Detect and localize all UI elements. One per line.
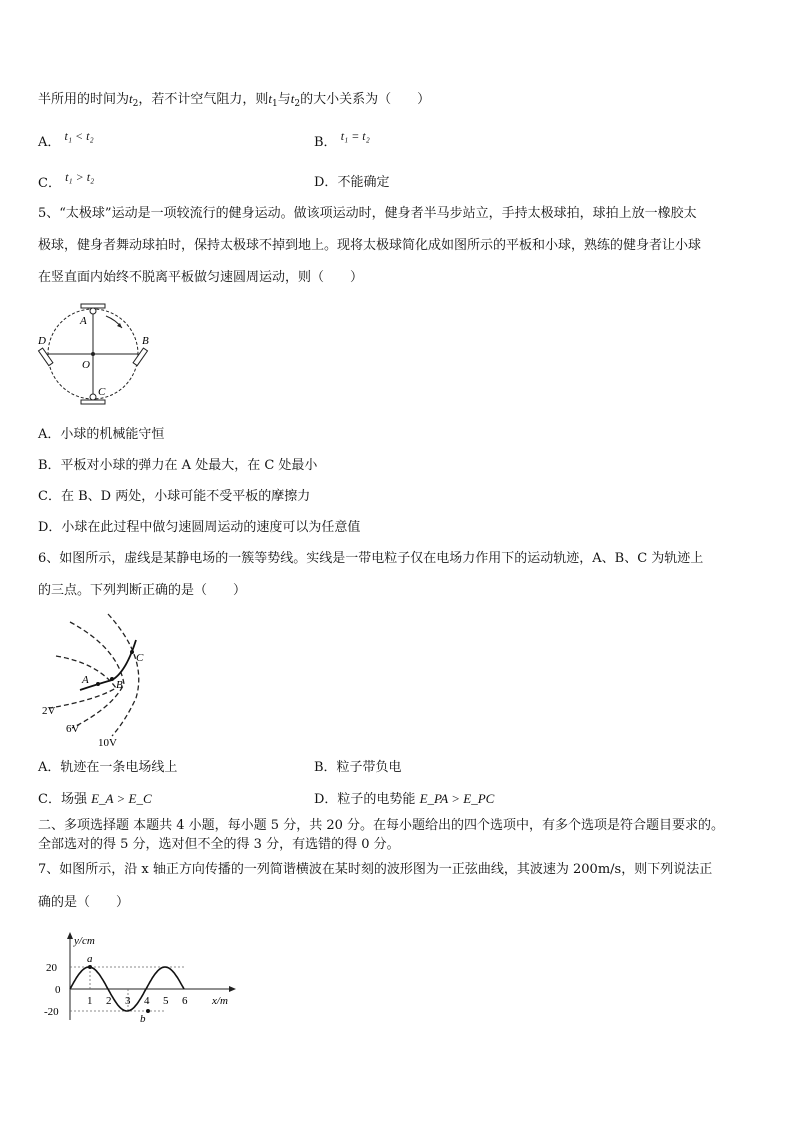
option-text: D．粒子的电势能: [314, 792, 420, 807]
ball-top: [90, 308, 96, 314]
label-a: a: [87, 953, 93, 965]
point-c: [130, 650, 134, 654]
label-o: O: [82, 359, 90, 371]
option-expr: t₁ > t₂: [65, 170, 95, 184]
label-2v: 2V: [42, 705, 56, 717]
option-letter: D．: [314, 175, 338, 190]
label-a: A: [82, 674, 89, 686]
ball-bottom: [90, 394, 96, 400]
q4-text-2: ，若不计空气阻力，则: [138, 92, 269, 107]
q4-option-d: [314, 174, 389, 192]
y-axis-label: y/cm: [74, 935, 95, 947]
q4-text-4: 的大小关系为（ ）: [300, 92, 431, 107]
q6-option-c: [38, 790, 152, 809]
x-tick-1: 1: [87, 995, 93, 1007]
q6-line-2: 的三点。下列判断正确的是（ ）: [38, 583, 247, 598]
option-text: C．场强: [38, 792, 92, 807]
option-expr: E_PA > E_PC: [419, 791, 495, 806]
equipotential-figure: [36, 608, 166, 750]
x-tick-4: 4: [144, 995, 150, 1007]
y-tick-20: 20: [46, 962, 57, 974]
question-4-tail: [38, 90, 430, 113]
q7-line-2: 确的是（ ）: [38, 895, 130, 910]
equipotential-10v: [108, 614, 139, 736]
q5-option-a: A．小球的机械能守恒: [38, 427, 165, 442]
center-point: [91, 352, 95, 356]
section-2-line-2: 全部选对的得 5 分，选对但不全的得 3 分，有选错的得 0 分。: [38, 837, 400, 852]
option-expr: E_A > E_C: [91, 791, 152, 806]
q5-line-2: 极球，健身者舞动球拍时，保持太极球不掉到地上。现将太极球简化成如图所示的平板和小球，熟练的健身者让小球: [38, 238, 702, 253]
wave-graph: [36, 928, 246, 1024]
y-tick-0: 0: [55, 984, 61, 996]
t1-sub: 1: [272, 99, 278, 109]
option-expr: t₁ < t₂: [64, 129, 94, 143]
x-tick-3: 3: [125, 995, 131, 1007]
label-a: A: [80, 315, 87, 327]
y-tick-neg20: -20: [44, 1006, 59, 1018]
q5-line-3: 在竖直面内始终不脱离平板做匀速圆周运动，则（ ）: [38, 270, 364, 285]
label-10v: 10V: [98, 737, 117, 749]
label-c: C: [98, 386, 106, 398]
taiji-ball-figure: [30, 298, 160, 410]
q6-line-1: 6、如图所示，虚线是某静电场的一簇等势线。实线是一带电粒子仅在电场力作用下的运动轨迹，A、B、C 为轨迹上: [38, 551, 704, 566]
plate-right: [133, 348, 147, 366]
option-letter: A．: [38, 135, 61, 150]
t2-symbol: t: [129, 91, 133, 106]
label-b: b: [140, 1013, 146, 1024]
plate-left: [38, 348, 52, 366]
option-text: 不能确定: [337, 175, 390, 190]
x-axis-arrow-icon: [229, 986, 236, 992]
plate-bottom: [81, 400, 105, 404]
point-b: [110, 677, 114, 681]
label-d: D: [38, 335, 46, 347]
t2b-symbol: t: [290, 91, 295, 106]
t1-symbol: t: [268, 91, 273, 106]
point-b: [146, 1009, 150, 1013]
q5-option-b: B．平板对小球的弹力在 A 处最大，在 C 处最小: [38, 458, 318, 473]
q4-text-1: 半所用的时间为: [38, 92, 130, 107]
point-a: [96, 682, 100, 686]
label-c: C: [136, 652, 144, 664]
t2-sub: 2: [132, 99, 139, 109]
equipotential-6v: [70, 622, 124, 728]
q6-option-b: B．粒子带负电: [314, 760, 402, 775]
label-6v: 6V: [66, 723, 80, 735]
x-tick-2: 2: [106, 995, 112, 1007]
q4-option-b: [314, 129, 370, 152]
label-b: B: [142, 335, 149, 347]
plate-top: [81, 304, 105, 308]
point-a: [88, 965, 92, 969]
x-axis-label: x/m: [212, 995, 228, 1007]
q7-line-1: 7、如图所示，沿 x 轴正方向传播的一列简谐横波在某时刻的波形图为一正弦曲线，其波速为 200m/s，则下列说法正: [38, 862, 713, 877]
t2b-sub: 2: [294, 99, 301, 109]
q4-option-c: [38, 170, 95, 193]
option-letter: B．: [314, 135, 337, 150]
q6-option-d: [314, 790, 494, 809]
q4-option-a: [38, 129, 94, 152]
x-tick-6: 6: [182, 995, 188, 1007]
y-axis-arrow-icon: [67, 932, 73, 939]
q4-text-3: 与: [277, 92, 291, 107]
section-2-line-1: 二、多项选择题 本题共 4 小题，每小题 5 分，共 20 分。在每小题给出的四个选项中，有多个选项是符合题目要求的。: [38, 818, 725, 833]
label-b: B: [116, 679, 123, 691]
q5-line-1: 5、“太极球”运动是一项较流行的健身运动。做该项运动时，健身者半马步站立，手持太极球拍，球拍上放一橡胶太: [38, 206, 697, 221]
x-tick-5: 5: [163, 995, 169, 1007]
option-expr: t₁ = t₂: [340, 129, 370, 143]
q5-option-d: D．小球在此过程中做匀速圆周运动的速度可以为任意值: [38, 520, 361, 535]
option-letter: C．: [38, 176, 61, 191]
q5-option-c: C．在 B、D 两处，小球可能不受平板的摩擦力: [38, 489, 311, 504]
q6-option-a: A．轨迹在一条电场线上: [38, 760, 178, 775]
